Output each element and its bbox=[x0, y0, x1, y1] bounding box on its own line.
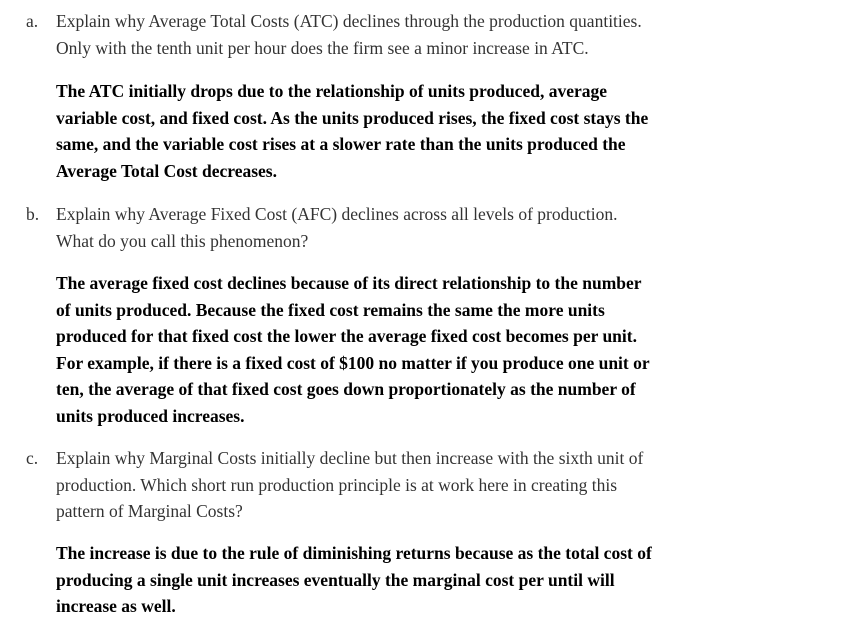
list-marker: b. bbox=[26, 204, 40, 224]
answer-line: produced for that fixed cost the lower the average fixed cost becomes per unit. bbox=[56, 326, 637, 346]
question-text bbox=[56, 8, 756, 61]
answer-line: same, and the variable cost rises at a slower rate than the units produced the bbox=[56, 134, 626, 154]
answer-line: ten, the average of that fixed cost goes down proportionately as the number of bbox=[56, 379, 636, 399]
answer-line: of units produced. Because the fixed cost remains the same the more units bbox=[56, 299, 605, 320]
answer-text bbox=[56, 540, 756, 620]
answer-line: The ATC initially drops due to the relationship of units produced, average bbox=[56, 81, 607, 101]
question-line: production. Which short run production principle is at work here in creating this bbox=[56, 474, 617, 495]
answer-line: producing a single unit increases eventually the marginal cost per until will bbox=[56, 569, 615, 590]
question-line: What do you call this phenomenon? bbox=[56, 230, 309, 251]
list-marker: c. bbox=[26, 448, 39, 468]
question-line: Explain why Average Fixed Cost (AFC) declines across all levels of production. bbox=[56, 204, 618, 224]
question-line: Only with the tenth unit per hour does the firm see a minor increase in ATC. bbox=[56, 37, 589, 58]
answer-line: For example, if there is a fixed cost of $100 no matter if you produce one unit or bbox=[56, 352, 650, 373]
question-text bbox=[56, 445, 756, 525]
list-marker: a. bbox=[26, 11, 39, 31]
answer-line: The increase is due to the rule of diminishing returns because as the total cost of bbox=[56, 543, 652, 563]
answer-text bbox=[56, 270, 756, 429]
answer-line: variable cost, and fixed cost. As the units produced rises, the fixed cost stays the bbox=[56, 107, 649, 128]
question-text bbox=[56, 201, 756, 254]
answer-line: units produced increases. bbox=[56, 405, 245, 426]
answer-text bbox=[56, 78, 756, 184]
question-line: Explain why Marginal Costs initially decline but then increase with the sixth unit of bbox=[56, 448, 644, 468]
answer-line: Average Total Cost decreases. bbox=[56, 160, 277, 181]
answer-line: increase as well. bbox=[56, 596, 176, 616]
question-line: pattern of Marginal Costs? bbox=[56, 501, 243, 521]
answer-line: The average fixed cost declines because of its direct relationship to the number bbox=[56, 273, 642, 293]
question-line: Explain why Average Total Costs (ATC) declines through the production quantities. bbox=[56, 11, 642, 31]
